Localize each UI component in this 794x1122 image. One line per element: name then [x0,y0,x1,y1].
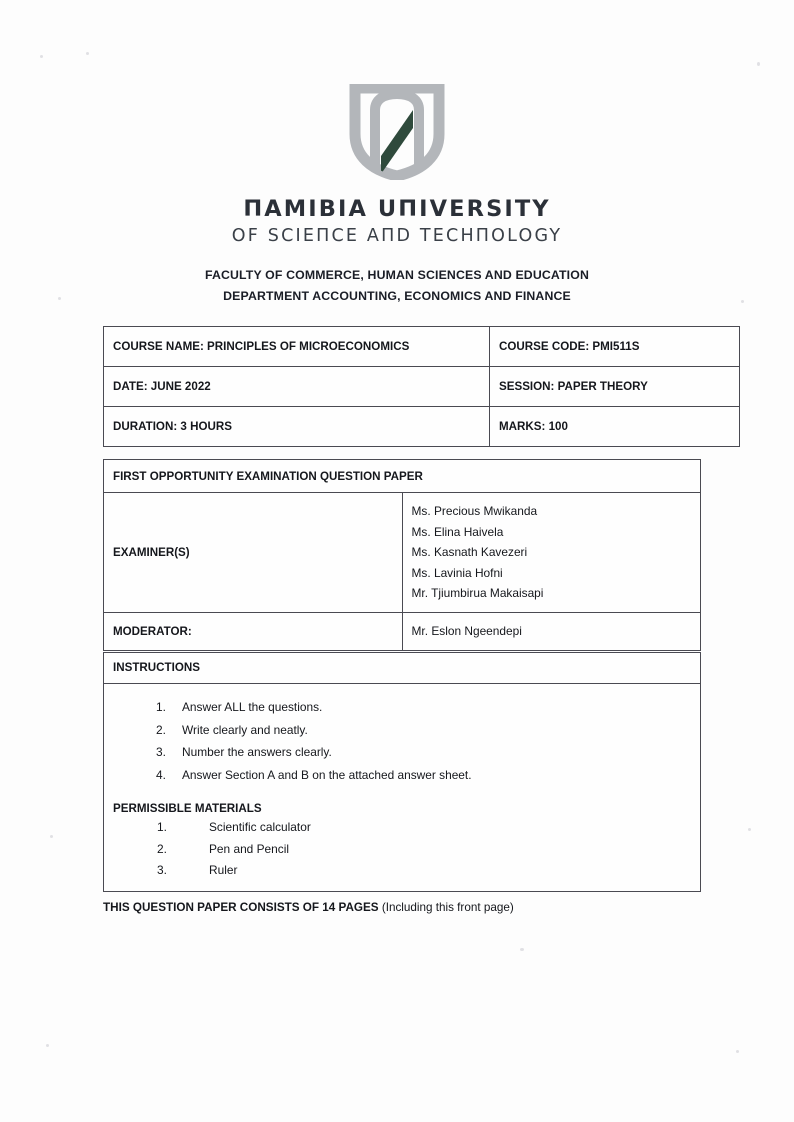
table-row [104,367,740,407]
scan-speck [86,52,89,55]
wordmark-line-1: ΠAMIBIA UΠIVERSITY [243,196,551,222]
instructions-title: INSTRUCTIONS [104,653,700,684]
examiners-list-cell [402,493,701,613]
page-count-bold: THIS QUESTION PAPER CONSISTS OF 14 PAGES [103,901,379,914]
university-wordmark [0,198,794,245]
moderator-label-cell: MODERATOR: [104,612,403,650]
wordmark-line-2: OF SCIEΠCE AΠD TECHΠOLOGY [231,225,563,246]
list-item-text: Write clearly and neatly. [182,722,308,737]
list-item [104,817,700,839]
exam-paper-title-cell: FIRST OPPORTUNITY EXAMINATION QUESTION PAPER [104,460,701,493]
table-row [104,493,701,613]
examiner-name: Ms. Kasnath Kavezeri [411,545,528,560]
list-item-number: 2. [157,841,167,856]
page-count-footer [103,901,514,914]
instructions-box [103,652,701,892]
faculty-name: FACULTY OF COMMERCE, HUMAN SCIENCES AND EDUCATION [204,268,589,282]
session-cell: SESSION: PAPER THEORY [490,367,740,407]
list-item [104,860,700,882]
moderator-name-cell [402,612,701,650]
permissible-materials-title: PERMISSIBLE MATERIALS [113,802,262,816]
course-info-table [103,326,740,447]
examiners-table [103,459,701,651]
nust-shield-logo [345,84,449,180]
examiner-name: Ms. Precious Mwikanda [411,504,538,518]
list-item-text: Answer Section A and B on the attached answer sheet. [182,767,472,782]
list-item-number: 1. [157,820,167,835]
list-item-number: 3. [157,863,167,878]
list-item-text: Answer ALL the questions. [182,700,323,714]
page-count-note: (Including this front page) [378,901,514,914]
scan-speck [520,948,524,951]
list-item-text: Number the answers clearly. [182,745,332,760]
list-item [104,696,700,719]
scan-speck [748,828,751,831]
list-item [104,839,700,861]
examiner-name: Ms. Lavinia Hofni [411,565,503,580]
course-code-cell: COURSE CODE: PMI511S [490,327,740,367]
university-logo-block [0,84,794,245]
list-item-number: 4. [156,767,166,782]
duration-cell: DURATION: 3 HOURS [104,407,490,447]
department-name: DEPARTMENT ACCOUNTING, ECONOMICS AND FINANCE [223,288,571,303]
list-item-text: Scientific calculator [209,820,311,835]
moderator-name: Mr. Eslon Ngeendepi [411,623,522,638]
course-name-cell: COURSE NAME: PRINCIPLES OF MICROECONOMICS [104,327,490,367]
scan-speck [50,835,53,838]
faculty-heading [0,265,794,306]
examiner-name: Ms. Elina Haivela [411,524,504,539]
examiners-label-cell: EXAMINER(S) [104,493,403,613]
examiner-name: Mr. Tjiumbirua Makaisapi [411,586,544,601]
list-item-number: 3. [156,745,166,760]
table-row [104,460,701,493]
scan-speck [46,1044,49,1047]
list-item [104,719,700,742]
list-item-text: Pen and Pencil [209,841,289,856]
scan-speck [40,55,43,58]
list-item [104,741,700,764]
list-item [104,764,700,787]
table-row [104,327,740,367]
instructions-body [104,684,700,891]
list-item-number: 1. [156,700,166,714]
table-row [104,612,701,650]
date-cell: DATE: JUNE 2022 [104,367,490,407]
marks-cell: MARKS: 100 [490,407,740,447]
list-item-text: Ruler [209,863,238,878]
scan-speck [757,62,760,66]
table-row [104,407,740,447]
scan-speck [736,1050,739,1053]
list-item-number: 2. [156,722,166,737]
